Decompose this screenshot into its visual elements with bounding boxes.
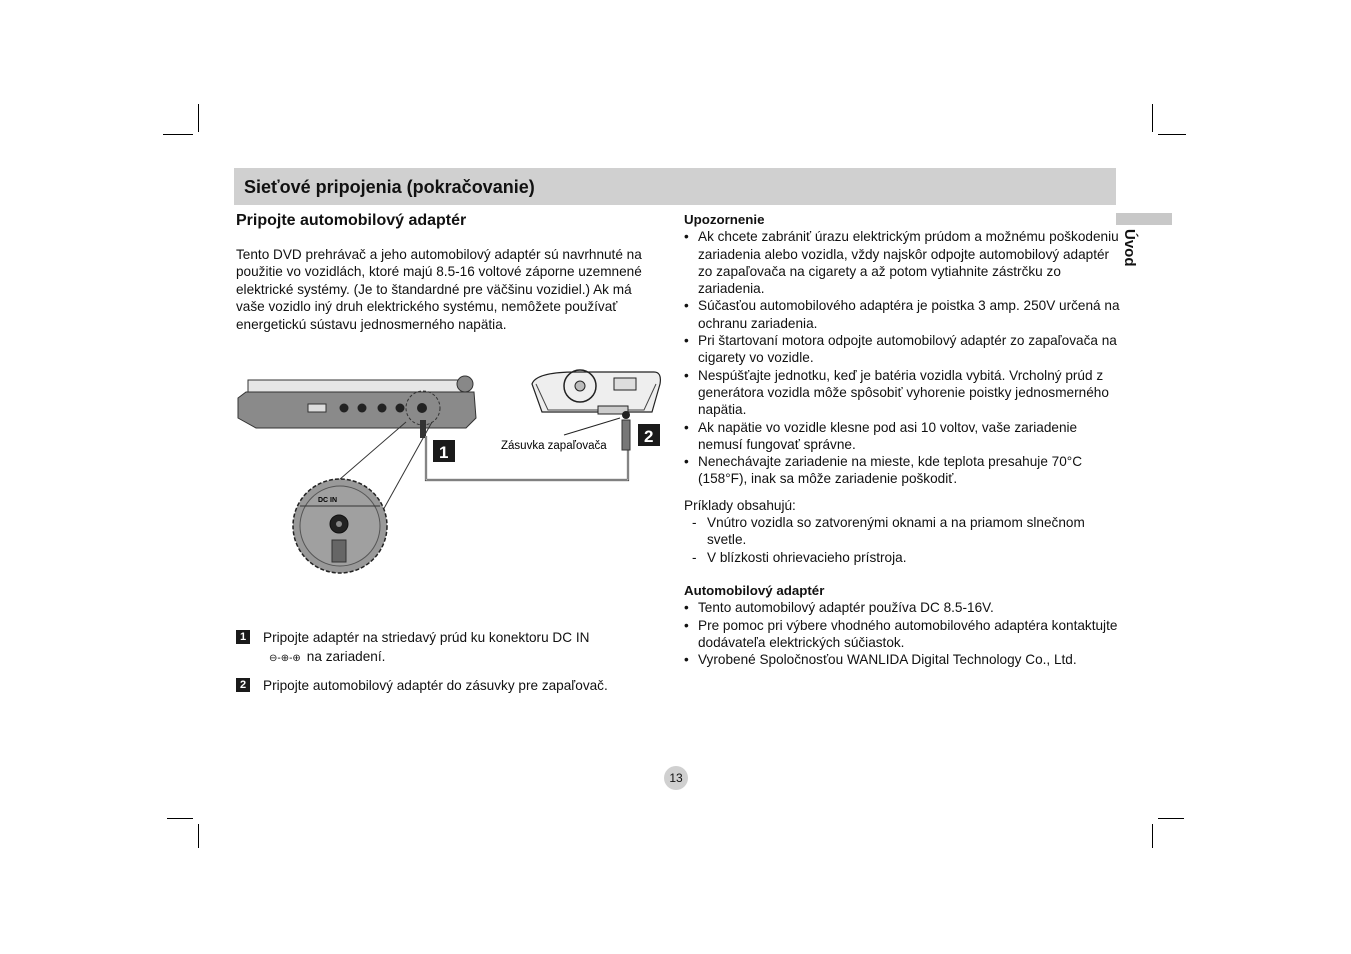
dvd-player-illustration <box>238 376 476 438</box>
adapter-item: • Pre pomoc pri výbere vhodného automobilového adaptéra kontaktujte dodávateľa elektrických súčiastok. <box>684 617 1124 652</box>
adapter-list <box>684 599 1124 668</box>
warning-heading: Upozornenie <box>684 212 765 227</box>
crop-mark <box>198 104 199 132</box>
warning-item: • Pri štartovaní motora odpojte automobilový adaptér zo zapaľovača na cigarety vo vozidle. <box>684 332 1124 367</box>
adapter-item: • Tento automobilový adaptér používa DC 8.5-16V. <box>684 599 1124 616</box>
step-2-text: Pripojte automobilový adaptér do zásuvky pre zapaľovač. <box>263 678 608 693</box>
crop-mark <box>1152 824 1153 848</box>
section-header <box>234 168 1116 205</box>
crop-mark <box>167 818 193 819</box>
crop-mark <box>1158 818 1184 819</box>
warning-item: • Ak chcete zabrániť úrazu elektrickým prúdom a možnému poškodeniu zariadenia alebo vozidla, vždy najskôr odpojte automobilový adaptér zo zapaľovača na cigarety a až potom vytiahnite zástrčku zo zariadenia. <box>684 228 1124 297</box>
crop-mark <box>1152 104 1153 132</box>
dc-in-zoom-illustration <box>293 479 387 573</box>
connection-diagram <box>236 362 666 582</box>
examples-heading: Príklady obsahujú: <box>684 497 796 513</box>
warning-item: • Nenechávajte zariadenie na mieste, kde teplota presahuje 70°C (158°F), inak sa môže zariadenie poškodiť. <box>684 453 1124 488</box>
step-2-number: 2 <box>236 678 250 692</box>
right-column <box>684 211 1124 668</box>
crop-mark <box>1158 134 1186 135</box>
step-2 <box>236 676 656 695</box>
side-tab <box>1116 213 1172 225</box>
socket-label: Zásuvka zapaľovača <box>501 440 607 452</box>
warning-item: • Ak napätie vo vozidle klesne pod asi 10 voltov, vaše zariadenie nemusí fungovať správne. <box>684 419 1124 454</box>
intro-paragraph: Tento DVD prehrávač a jeho automobilový adaptér sú navrhnuté na použitie vo vozidlách, ktoré majú 8.5-16 voltové záporne uzemnené elektrické systémy. (Je to štandardné pre väčšinu vozidiel.) Ak má vaše vozidlo iný druh elektrického systému, nemôžete používať energetickú sústavu jednosmerného napätia. <box>236 247 642 332</box>
page-number: 13 <box>664 766 688 790</box>
dc-polarity-symbol: ⊖-⊕-⊕ <box>269 653 301 664</box>
adapter-item: • Vyrobené Spoločnosťou WANLIDA Digital Technology Co., Ltd. <box>684 651 1124 668</box>
side-tab-label: Úvod <box>1121 229 1138 267</box>
examples-list <box>684 514 1124 566</box>
example-item: - Vnútro vozidla so zatvorenými oknami a na priamom slnečnom svetle. <box>692 514 1124 549</box>
warning-item: • Súčasťou automobilového adaptéra je poistka 3 amp. 250V určená na ochranu zariadenia. <box>684 297 1124 332</box>
dc-in-label: DC IN <box>318 497 338 504</box>
section-title: Sieťové pripojenia (pokračovanie) <box>244 177 535 197</box>
step-1-text: Pripojte adaptér na striedavý prúd ku konektoru DC IN <box>263 630 590 645</box>
step-1 <box>236 628 656 668</box>
warning-item: • Nespúšťajte jednotku, keď je batéria vozidla vybitá. Vrcholný prúd z generátora vozidla môže spôsobiť vyhorenie poistky jednosmerného napätia. <box>684 367 1124 419</box>
crop-mark <box>163 134 193 135</box>
left-column <box>236 212 656 230</box>
crop-mark <box>198 824 199 848</box>
step-1-line2 <box>263 647 656 668</box>
marker-1-label: 1 <box>439 443 449 462</box>
example-item: - V blízkosti ohrievacieho prístroja. <box>692 549 1124 566</box>
marker-2-label: 2 <box>644 427 654 446</box>
adapter-heading: Automobilový adaptér <box>684 582 825 598</box>
step-1-number: 1 <box>236 630 250 644</box>
step-1-text2: na zariadení. <box>306 649 386 664</box>
warning-list <box>684 228 1124 487</box>
subheading: Pripojte automobilový adaptér <box>236 212 467 229</box>
